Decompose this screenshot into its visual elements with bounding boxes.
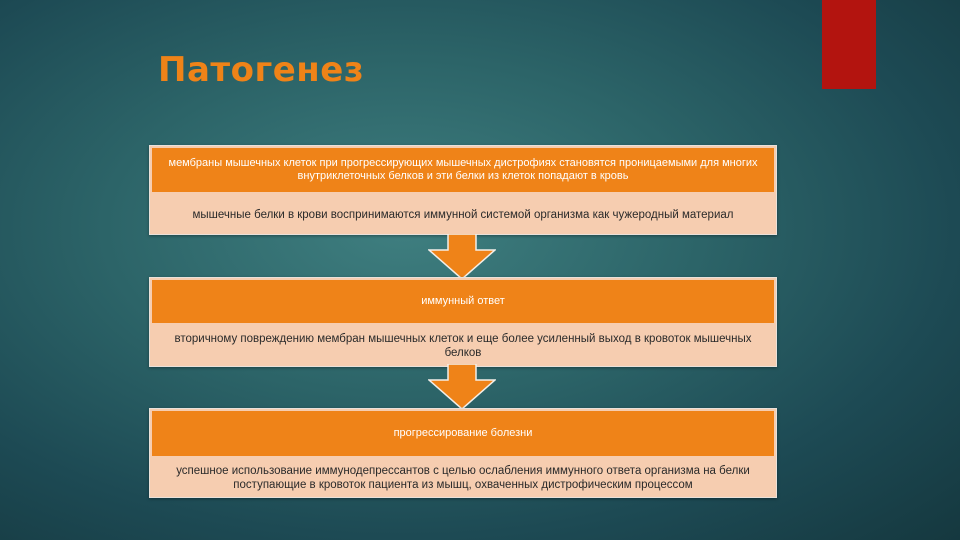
flow-block-2-header: иммунный ответ <box>152 280 774 323</box>
slide-title: Патогенез <box>158 50 365 90</box>
flow-block-3-body: успешное использование иммунодепрессантов с целью ослабления иммунного ответа организма на белки поступающие в кровоток пациента из мышц, охваченных дистрофическим процессом <box>176 465 750 491</box>
arrow-down-icon <box>428 364 496 410</box>
flow-block-2 <box>149 277 777 367</box>
flow-block-1 <box>149 145 777 235</box>
corner-accent-tab <box>822 0 876 89</box>
flow-block-3-header: прогрессирование болезни <box>152 411 774 456</box>
flow-block-3 <box>149 408 777 498</box>
flow-block-2-body: вторичному повреждению мембран мышечных клеток и еще более усиленный выход в кровоток мышечных белков <box>174 333 752 359</box>
arrow-down-icon <box>428 234 496 280</box>
flow-block-1-body: мышечные белки в крови воспринимаются иммунной системой организма как чужеродный материал <box>192 209 734 221</box>
flow-block-1-header: мембраны мышечных клеток при прогрессирующих мышечных дистрофиях становятся проницаемыми для многих внутриклеточных белков и эти белки из клеток попадают в кровь <box>152 148 774 192</box>
